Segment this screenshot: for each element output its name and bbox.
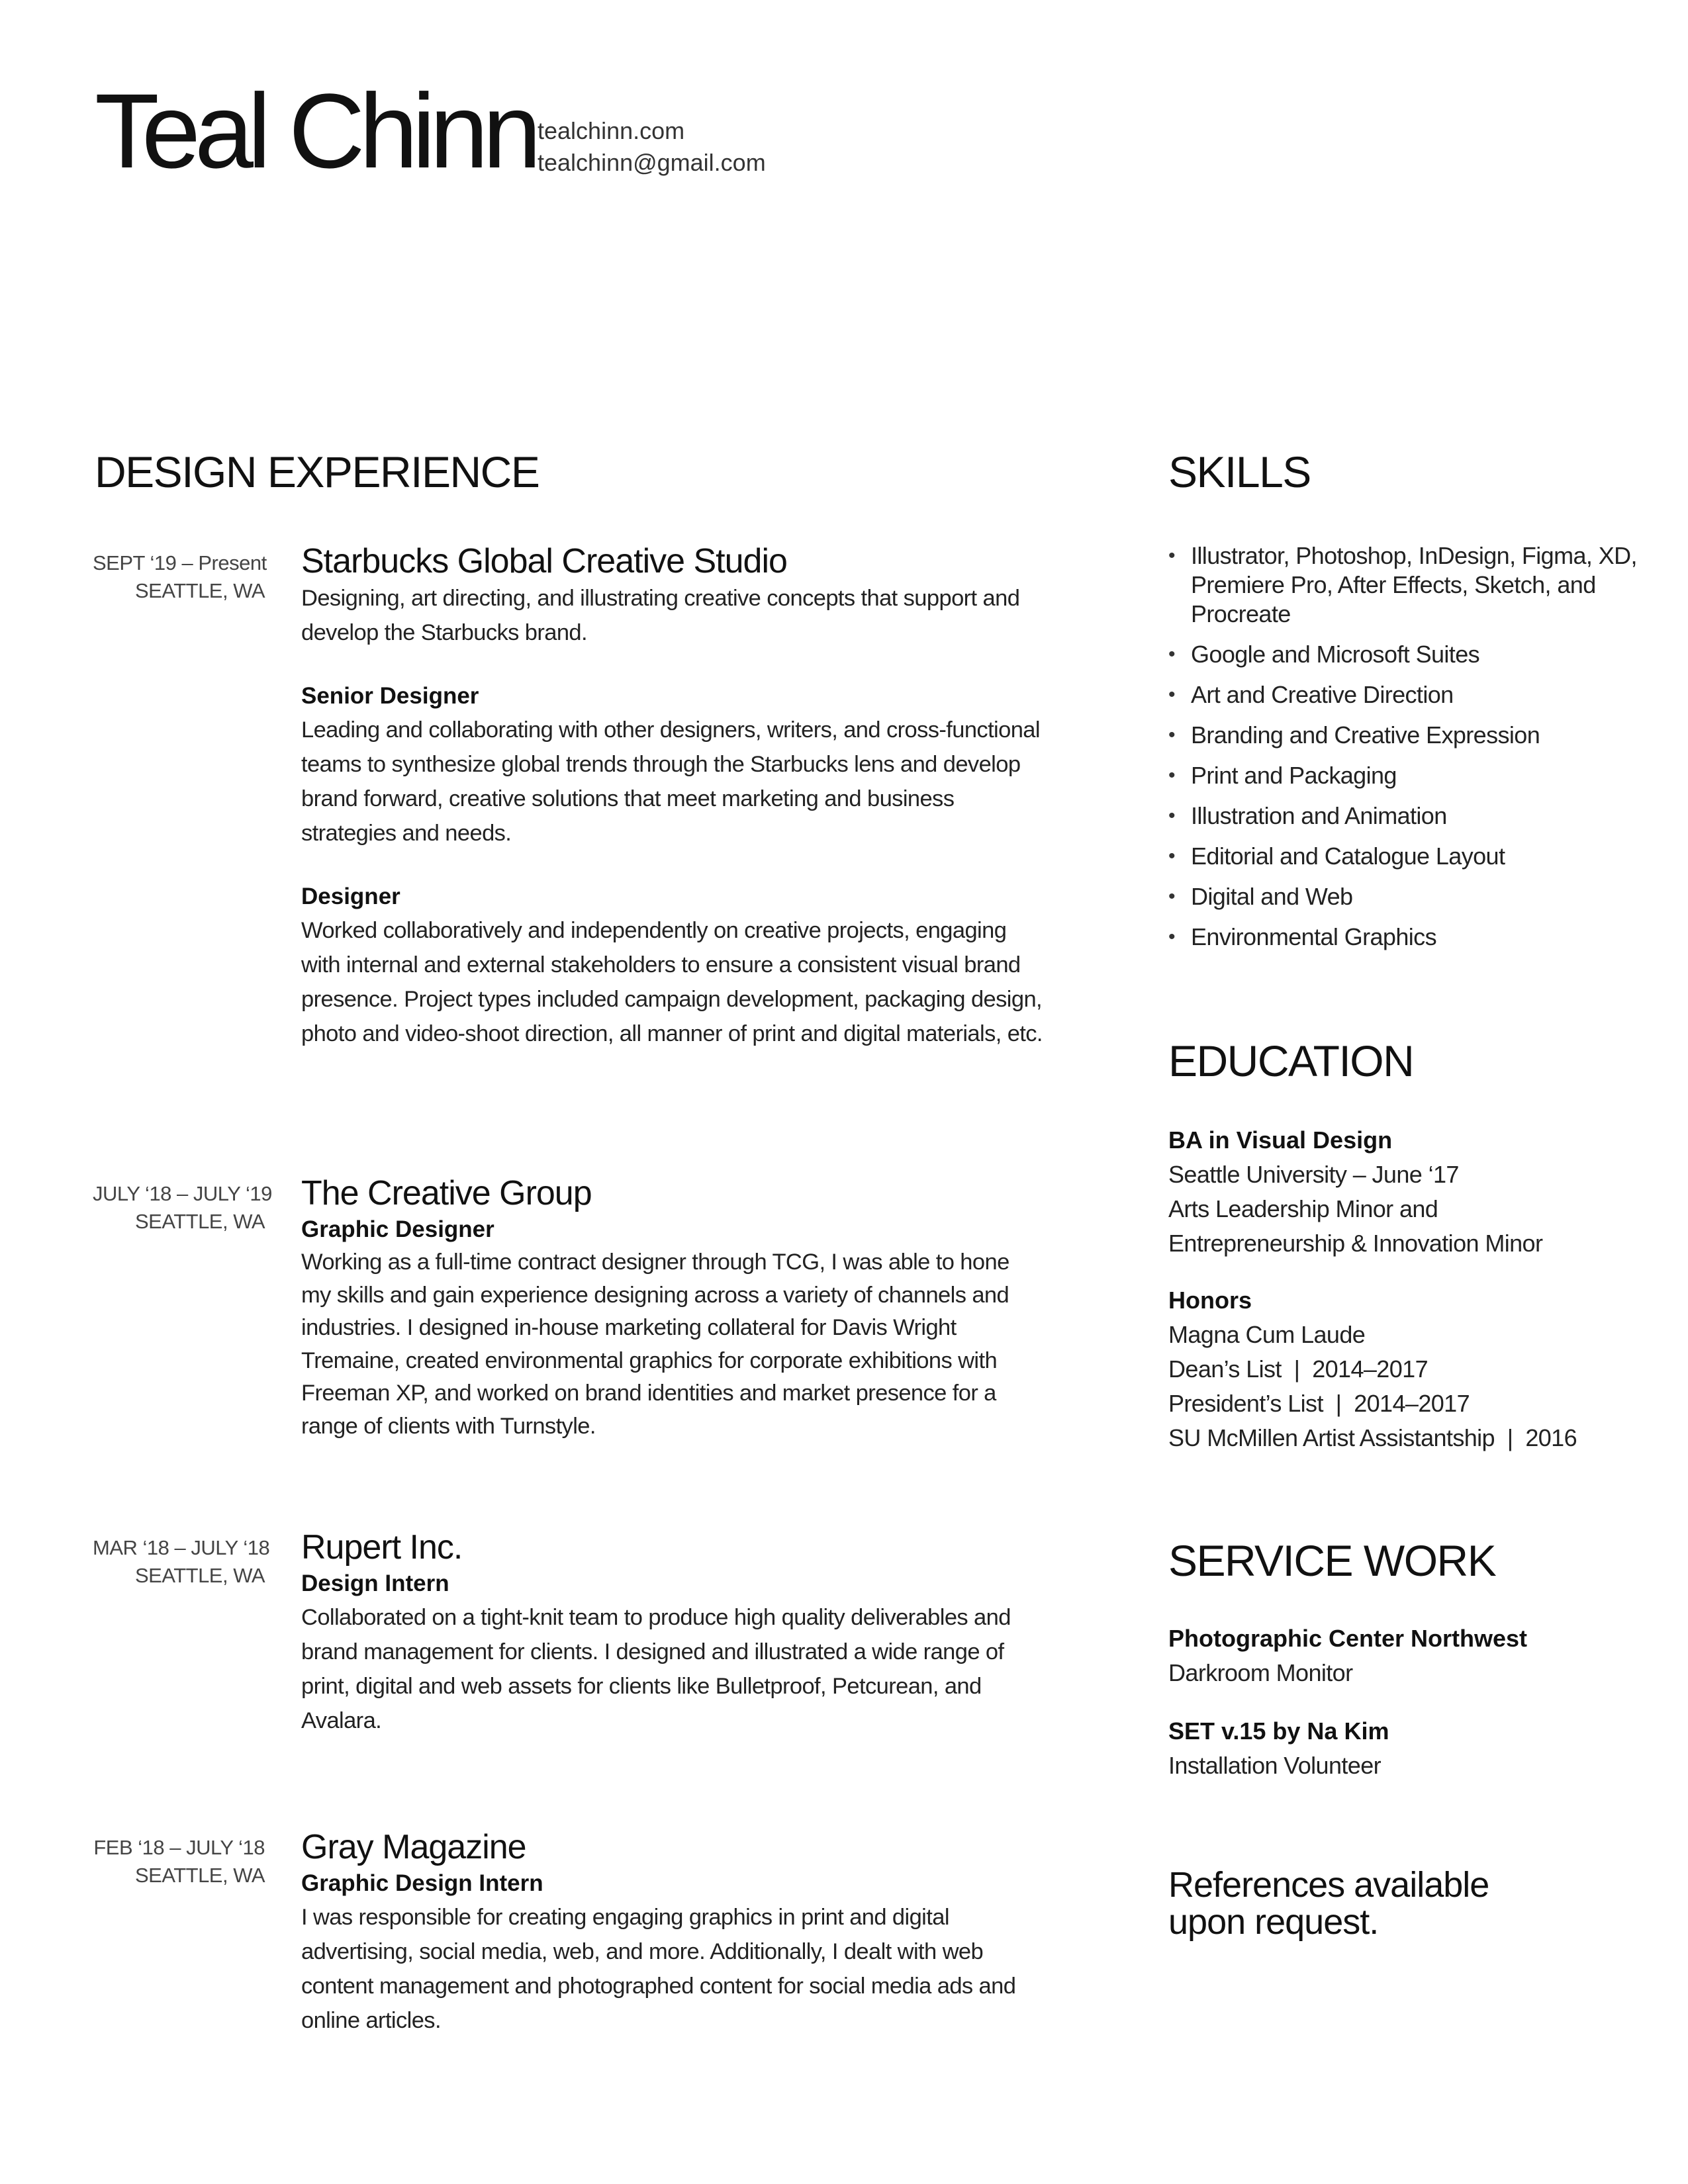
references-line: upon request. — [1168, 1902, 1379, 1942]
bullet-icon: • — [1168, 643, 1175, 665]
job-location: SEATTLE, WA — [134, 1210, 265, 1233]
service-heading: SERVICE WORK — [1168, 1536, 1496, 1585]
skill-item: • Illustration and Animation — [1168, 802, 1447, 829]
service-role: Darkroom Monitor — [1168, 1659, 1353, 1686]
job-dates: FEB ‘18 – JULY ‘18 — [93, 1836, 265, 1859]
company-name: Rupert Inc. — [301, 1528, 463, 1567]
bullet-icon: • — [1168, 545, 1175, 567]
degree-title: BA in Visual Design — [1168, 1126, 1393, 1154]
job-rupert — [301, 1527, 1043, 1738]
job-creative-group — [301, 1173, 1043, 1443]
job-location: SEATTLE, WA — [134, 1864, 265, 1887]
skill-item: • Editorial and Catalogue Layout — [1168, 842, 1505, 870]
role-description: Leading and collaborating with other designers, writers, and cross-functional teams to synthesize global trends through the Starbucks lens and develop brand forward, creative solutions that meet marketing and business strategies and needs. — [301, 717, 1040, 846]
job-summary: Designing, art directing, and illustrating creative concepts that support and develop the Starbucks brand. — [301, 586, 1020, 645]
service-role: Installation Volunteer — [1168, 1752, 1382, 1779]
skill-item: • Branding and Creative Expression — [1168, 721, 1540, 749]
job-meta-gray — [93, 1834, 265, 1889]
job-dates: SEPT ‘19 – Present — [93, 551, 267, 574]
role-title: Designer — [301, 884, 400, 909]
honor-item: President’s List | 2014–2017 — [1168, 1390, 1470, 1417]
skills-heading: SKILLS — [1168, 447, 1311, 496]
job-meta-rupert — [93, 1534, 270, 1590]
bullet-icon: • — [1168, 845, 1175, 867]
bullet-icon: • — [1168, 886, 1175, 907]
honor-item: Magna Cum Laude — [1168, 1321, 1366, 1348]
service-org: SET v.15 by Na Kim — [1168, 1717, 1389, 1745]
minor-line: Arts Leadership Minor and — [1168, 1195, 1438, 1222]
skill-item: • Digital and Web — [1168, 883, 1353, 910]
company-name: Gray Magazine — [301, 1828, 526, 1866]
service-section — [1168, 1621, 1645, 1783]
skills-section — [1168, 541, 1645, 963]
bullet-icon: • — [1168, 724, 1175, 746]
website-link[interactable]: tealchinn.com — [538, 117, 685, 144]
school-line: Seattle University – June ‘17 — [1168, 1161, 1459, 1188]
contact-block — [538, 115, 766, 179]
job-meta-starbucks — [93, 549, 265, 605]
minor-line: Entrepreneurship & Innovation Minor — [1168, 1230, 1543, 1257]
email-link[interactable]: tealchinn@gmail.com — [538, 149, 766, 176]
skill-item: • Environmental Graphics — [1168, 923, 1436, 950]
job-description: Collaborated on a tight-knit team to produce high quality deliverables and brand management for clients. I designed and illustrated a wide range of print, digital and web assets for clients like Bulletproof, Petcurean, and Avalara. — [301, 1605, 1011, 1733]
job-starbucks — [301, 541, 1043, 1051]
skill-item: • Illustrator, Photoshop, InDesign, Figma, XD, Premiere Pro, After Effects, Sketch, and Procreate — [1168, 542, 1637, 627]
references-note — [1168, 1866, 1645, 1940]
role-title: Senior Designer — [301, 683, 479, 709]
skill-item: • Google and Microsoft Suites — [1168, 641, 1480, 668]
education-section — [1168, 1123, 1645, 1455]
bullet-icon: • — [1168, 926, 1175, 948]
education-heading: EDUCATION — [1168, 1036, 1414, 1085]
job-dates: JULY ‘18 – JULY ‘19 — [93, 1182, 272, 1205]
honors-heading: Honors — [1168, 1287, 1252, 1314]
job-gray-magazine — [301, 1827, 1043, 2038]
bullet-icon: • — [1168, 764, 1175, 786]
bullet-icon: • — [1168, 805, 1175, 827]
bullet-icon: • — [1168, 684, 1175, 705]
role-title: Design Intern — [301, 1570, 449, 1596]
references-line: References available — [1168, 1865, 1489, 1905]
role-title: Graphic Design Intern — [301, 1870, 543, 1896]
skills-list — [1168, 541, 1645, 952]
job-description: Working as a full-time contract designer through TCG, I was able to hone my skills and gain experience designing across a variety of channels and industries. I designed in-house marketing collateral for Davis Wright Tremaine, created environmental graphics for corporate exhibitions with Freeman XP, and worked on brand identities and market presence for a range of clients with Turnstyle. — [301, 1250, 1009, 1439]
company-name: Starbucks Global Creative Studio — [301, 542, 787, 580]
job-location: SEATTLE, WA — [134, 1564, 265, 1587]
resume-name: Teal Chinn — [95, 71, 536, 190]
service-org: Photographic Center Northwest — [1168, 1625, 1528, 1652]
honor-item: Dean’s List | 2014–2017 — [1168, 1355, 1428, 1383]
company-name: The Creative Group — [301, 1174, 592, 1212]
skill-item: • Art and Creative Direction — [1168, 681, 1454, 708]
job-location: SEATTLE, WA — [134, 579, 265, 602]
job-description: I was responsible for creating engaging graphics in print and digital advertising, social media, web, and more. Additionally, I dealt with web content management and photographed content for social media ads and online articles. — [301, 1905, 1016, 2033]
honor-item: SU McMillen Artist Assistantship | 2016 — [1168, 1424, 1577, 1451]
role-title: Graphic Designer — [301, 1216, 494, 1242]
role-description: Worked collaboratively and independently on creative projects, engaging with internal and external stakeholders to ensure a consistent visual brand presence. Project types included campaign development, packaging design, photo and video-shoot direction, all manner of print and digital materials, etc. — [301, 918, 1043, 1046]
job-meta-creative-group — [93, 1180, 272, 1236]
experience-heading: DESIGN EXPERIENCE — [95, 447, 539, 496]
job-dates: MAR ‘18 – JULY ‘18 — [93, 1536, 270, 1559]
skill-item: • Print and Packaging — [1168, 762, 1397, 789]
